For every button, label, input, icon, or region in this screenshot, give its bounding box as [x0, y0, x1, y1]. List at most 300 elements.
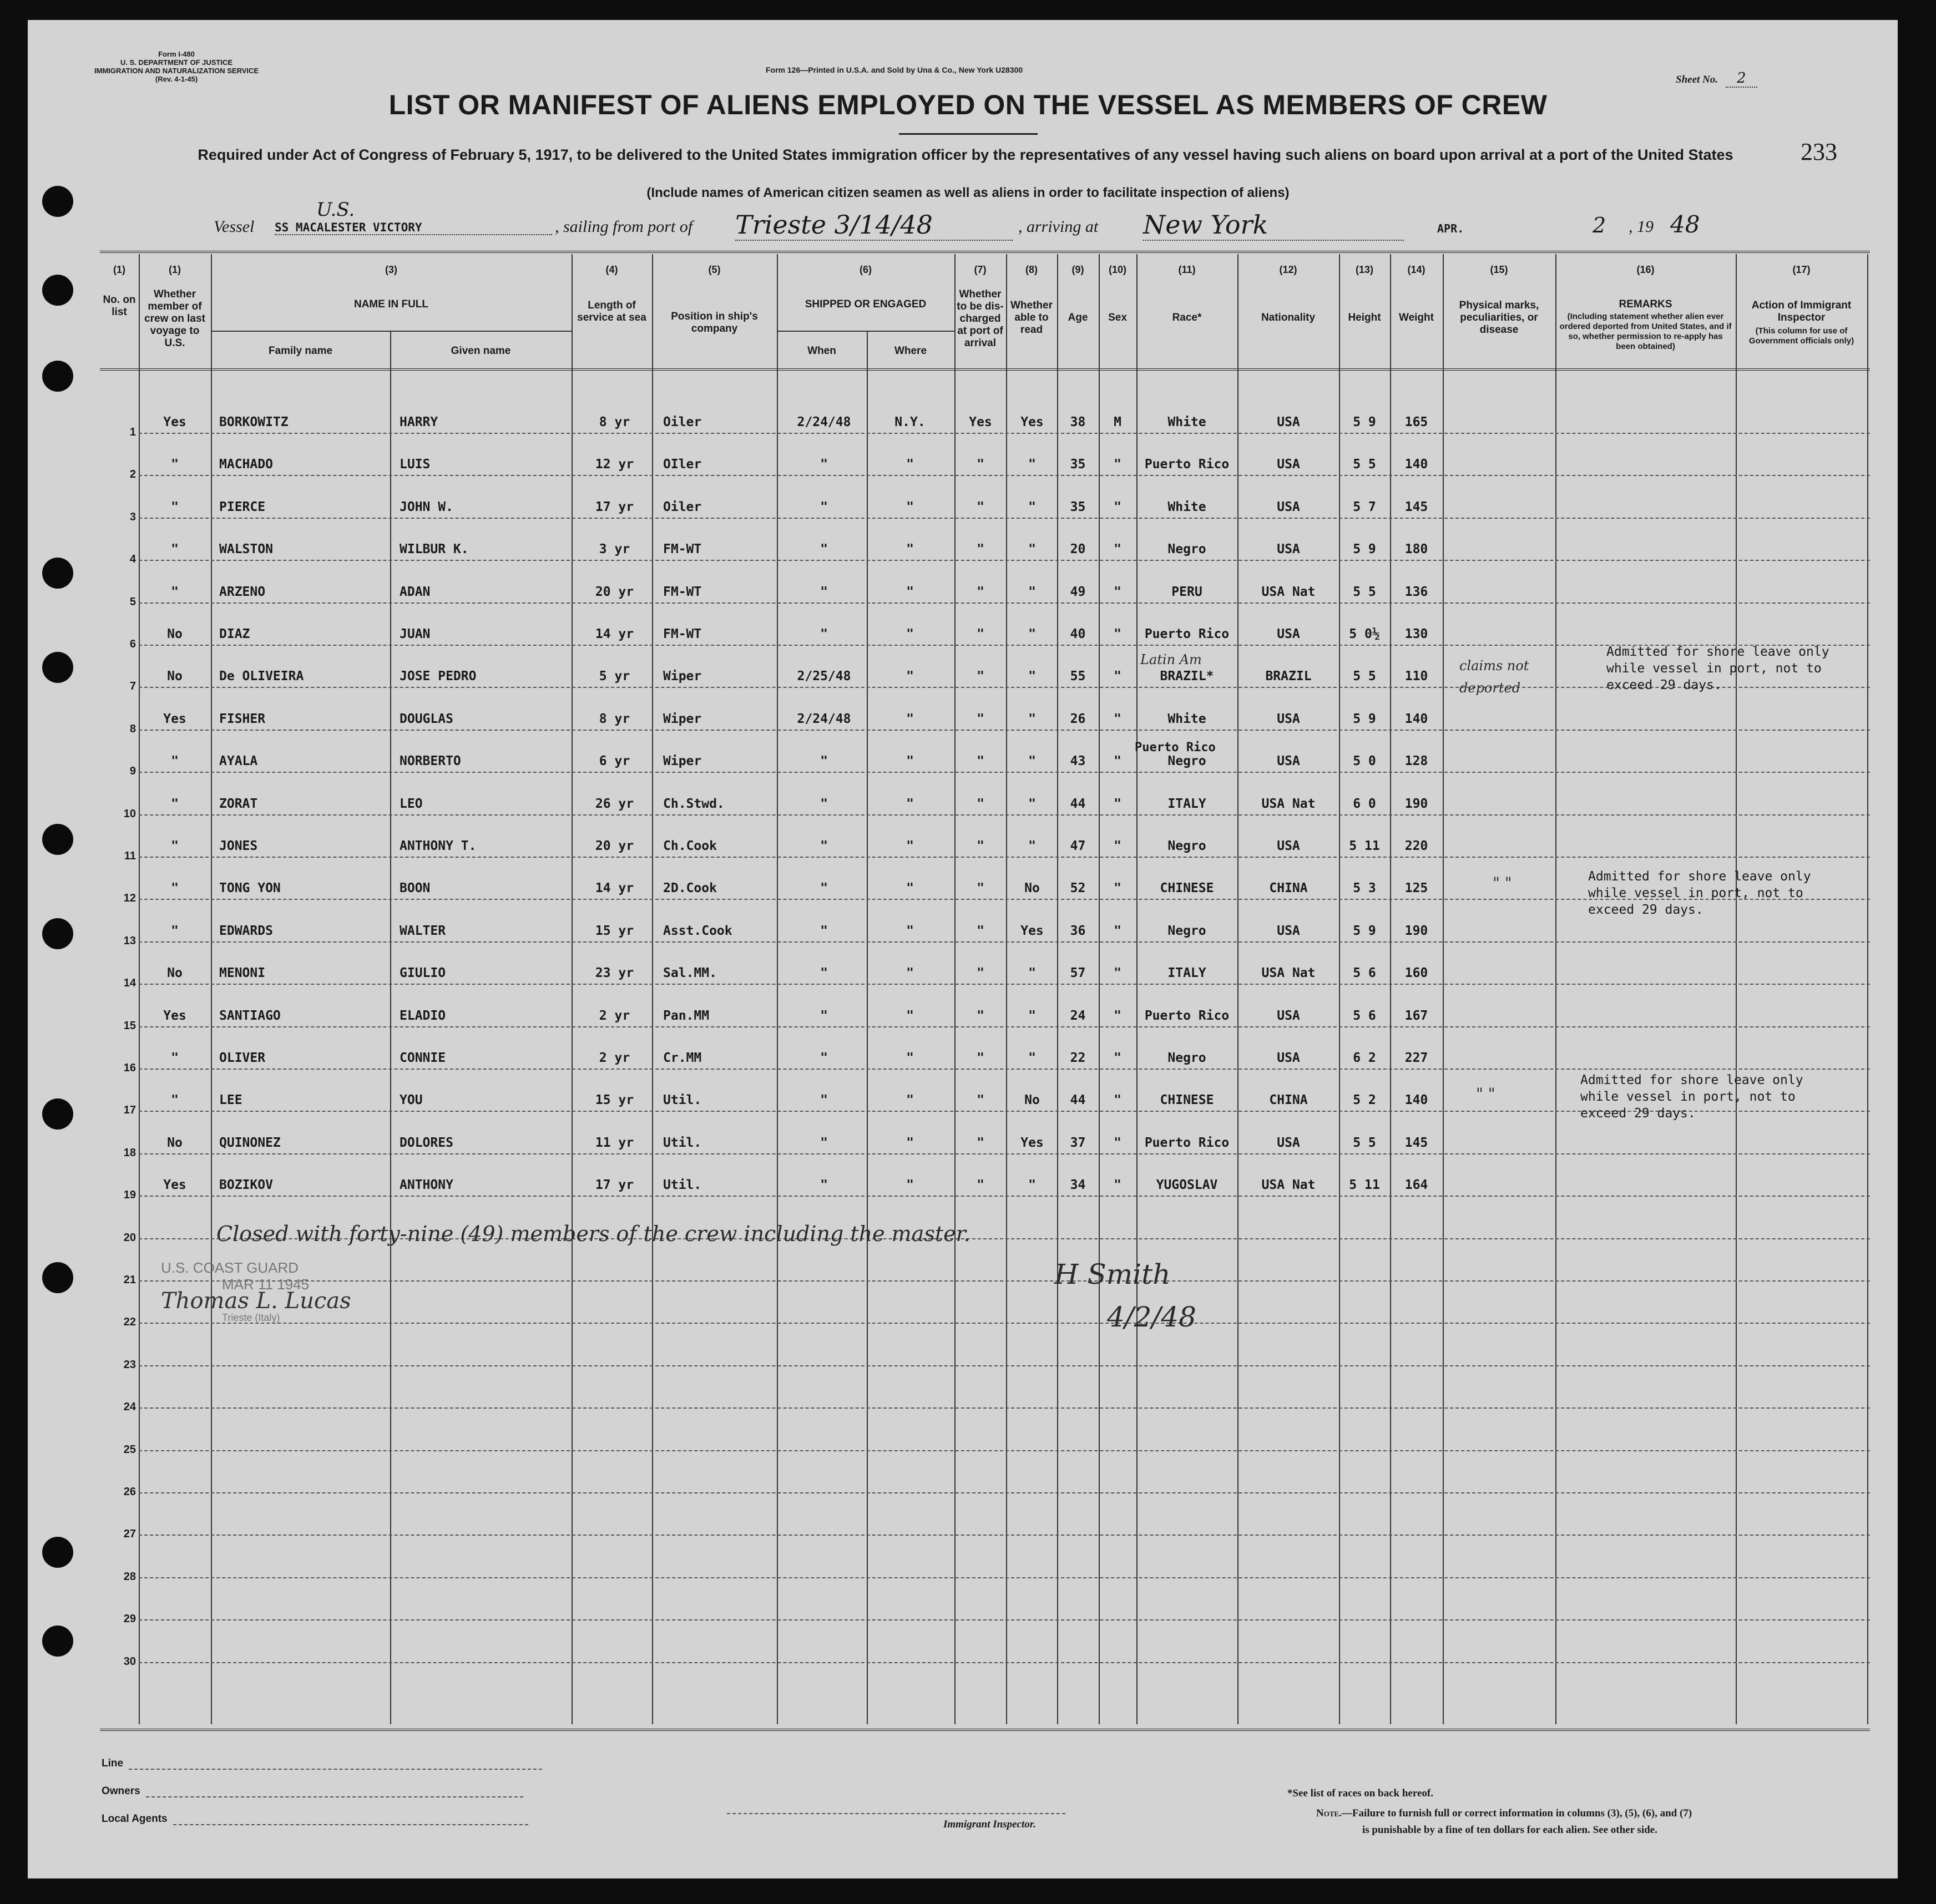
cell-disch: " — [977, 627, 984, 641]
cell-family: BOZIKOV — [219, 1178, 273, 1193]
row-rule — [139, 518, 1870, 519]
cell-read: " — [1028, 1051, 1036, 1065]
row-number: 1 — [129, 426, 136, 438]
cell-family: AYALA — [219, 754, 258, 769]
cell-read: " — [1028, 839, 1036, 853]
cell-family: BORKOWITZ — [219, 415, 289, 429]
cell-age: 24 — [1070, 1008, 1086, 1023]
cell-read: " — [1028, 796, 1036, 811]
cell-nat: CHINA — [1269, 1093, 1308, 1108]
cell-read: Yes — [1020, 923, 1044, 938]
cell-where: " — [906, 499, 914, 514]
cell-family: MACHADO — [219, 457, 273, 472]
cell-position: Pan.MM — [663, 1008, 710, 1023]
cell-sex: " — [1114, 1051, 1121, 1065]
physical-annotation-row17: " " — [1476, 1085, 1495, 1103]
row-rule — [139, 941, 1870, 943]
cell-position: Oiler — [663, 499, 702, 514]
cell-prev: " — [171, 499, 179, 514]
cell-family: JONES — [219, 839, 258, 853]
cell-weight: 190 — [1404, 796, 1428, 811]
row-number: 16 — [123, 1062, 136, 1074]
cell-prev: Yes — [163, 1008, 186, 1023]
row-rule — [139, 984, 1870, 985]
cell-disch: " — [977, 796, 984, 811]
footer-line — [102, 1758, 542, 1770]
cell-sex: " — [1114, 584, 1121, 599]
cell-service: 2 yr — [599, 1008, 630, 1023]
physical-annotation-row12: " " — [1493, 874, 1512, 892]
cell-weight: 180 — [1404, 542, 1428, 557]
cell-position: 2D.Cook — [663, 881, 717, 896]
cell-sex: M — [1114, 415, 1121, 429]
cell-nat: BRAZIL — [1265, 669, 1312, 684]
cell-service: 6 yr — [599, 754, 630, 769]
cell-where: " — [906, 711, 914, 726]
cell-race: White — [1167, 711, 1206, 726]
row-rule — [139, 1662, 1870, 1663]
cell-weight: 145 — [1404, 499, 1428, 514]
cell-prev: " — [171, 796, 179, 811]
cell-prev: Yes — [163, 415, 186, 429]
header-height: Height — [1348, 312, 1381, 323]
cell-race: PERU — [1171, 584, 1202, 599]
cell-sex: " — [1114, 457, 1121, 472]
col-num-14: (14) — [1407, 264, 1426, 275]
cell-given: WILBUR K. — [400, 542, 469, 557]
cell-weight: 190 — [1404, 923, 1428, 938]
cell-where: " — [906, 1051, 914, 1065]
cell-prev: No — [167, 627, 183, 641]
name-subheader-line — [211, 331, 572, 332]
row-number: 11 — [124, 850, 136, 862]
cell-nat: USA — [1277, 1008, 1300, 1023]
cell-nat: USA Nat — [1261, 584, 1316, 599]
cell-position: Ch.Cook — [663, 839, 717, 853]
cell-family: ARZENO — [219, 584, 266, 599]
cell-service: 14 yr — [595, 881, 634, 896]
row-number: 5 — [129, 595, 136, 608]
year-prefix: , 19 — [1629, 217, 1654, 236]
cell-given: DOUGLAS — [400, 711, 453, 726]
cell-position: Ch.Stwd. — [663, 796, 725, 811]
cell-given: ADAN — [400, 584, 431, 599]
row-number: 14 — [123, 977, 136, 990]
header-given-name: Given name — [451, 345, 511, 357]
row-number: 2 — [129, 468, 136, 481]
header-no-on-list: No. on list — [103, 294, 136, 318]
header-race: Race* — [1172, 312, 1202, 323]
cell-age: 57 — [1070, 966, 1086, 981]
cell-prev: " — [171, 584, 179, 599]
cell-race: Negro — [1167, 542, 1206, 557]
cell-service: 17 yr — [595, 499, 634, 514]
footer-line-blank — [129, 1769, 542, 1770]
row-number: 18 — [123, 1146, 136, 1159]
header-prev-voyage: Whether member of crew on last voyage to U.S. — [144, 288, 205, 349]
cell-race: Negro — [1167, 923, 1206, 938]
cell-weight: 136 — [1404, 584, 1428, 599]
row-number: 12 — [123, 892, 136, 905]
cell-where: " — [906, 754, 914, 769]
cell-weight: 140 — [1404, 711, 1428, 726]
printer-line: Form 126—Printed in U.S.A. and Sold by Una & Co., New York U28300 — [766, 65, 1023, 74]
cell-disch: " — [977, 457, 984, 472]
col-num-16: (16) — [1636, 264, 1655, 275]
row-rule — [139, 1492, 1870, 1493]
col-num-12: (12) — [1279, 264, 1297, 275]
cell-disch: " — [977, 711, 984, 726]
punch-hole — [42, 1098, 73, 1130]
cell-race: CHINESE — [1160, 1093, 1214, 1108]
cell-when: " — [820, 881, 828, 896]
col-num-8: (8) — [1025, 264, 1038, 275]
row-rule — [139, 772, 1870, 773]
cell-race: Puerto Rico — [1144, 1008, 1230, 1023]
note-text: —Failure to furnish full or correct information in columns (3), (5), (6), and (7) — [1341, 1807, 1692, 1819]
cell-position: Wiper — [663, 669, 702, 684]
row-number: 20 — [123, 1231, 136, 1244]
cell-sex: " — [1114, 796, 1121, 811]
cell-when: 2/24/48 — [797, 415, 851, 429]
cell-disch: " — [977, 1093, 984, 1108]
cell-race: Negro — [1167, 754, 1206, 769]
cell-weight: 110 — [1404, 669, 1428, 684]
header-remarks-sub: (Including statement whether alien ever ordered deported from United States, and if so, whether permission to re-apply has been obtained) — [1559, 312, 1732, 351]
col-num-13: (13) — [1355, 264, 1373, 275]
col-num-15: (15) — [1490, 264, 1508, 275]
cell-position: FM-WT — [663, 542, 702, 557]
remark-row7: Admitted for shore leave only while vessel in port, not to exceed 29 days. — [1606, 645, 1829, 692]
cell-age: 38 — [1070, 415, 1086, 429]
row-number: 27 — [123, 1528, 136, 1541]
row-number: 23 — [123, 1358, 136, 1371]
row-rule — [139, 1196, 1870, 1197]
cell-disch: " — [977, 584, 984, 599]
cell-nat: USA — [1277, 627, 1300, 641]
remark-row12: Admitted for shore leave only while vessel in port, not to exceed 29 days. — [1588, 869, 1811, 917]
row-number: 21 — [123, 1274, 136, 1286]
cell-sex: " — [1114, 754, 1121, 769]
punch-hole — [42, 918, 73, 949]
footer-owners-blank — [146, 1796, 523, 1797]
cell-family: SANTIAGO — [219, 1008, 281, 1023]
cell-age: 34 — [1070, 1178, 1086, 1193]
cell-family: De OLIVEIRA — [219, 669, 304, 684]
row-number: 13 — [123, 934, 136, 947]
cell-position: Sal.MM. — [663, 966, 717, 981]
cell-when: 2/25/48 — [797, 669, 851, 684]
cell-service: 3 yr — [599, 542, 630, 557]
cell-age: 20 — [1070, 542, 1086, 557]
cell-when: " — [820, 839, 828, 853]
cell-weight: 227 — [1404, 1051, 1428, 1065]
sheet-label: Sheet No. — [1676, 74, 1718, 85]
cell-service: 15 yr — [595, 923, 634, 938]
header-family-name: Family name — [268, 345, 333, 357]
cell-weight: 220 — [1404, 839, 1428, 853]
cell-race: ITALY — [1167, 796, 1206, 811]
cell-sex: " — [1114, 499, 1121, 514]
cell-nat: CHINA — [1269, 881, 1308, 896]
note-label: Note. — [1316, 1807, 1342, 1819]
vessel-name: SS MACALESTER VICTORY — [275, 221, 552, 235]
row-rule — [139, 1407, 1870, 1409]
cell-service: 26 yr — [595, 796, 634, 811]
col-num-1: (1) — [169, 264, 181, 275]
cell-disch: " — [977, 1135, 984, 1150]
cell-height: 5 5 — [1353, 1135, 1376, 1150]
cell-where: " — [906, 1178, 914, 1193]
sheet-value: 2 — [1726, 70, 1757, 88]
cell-race: White — [1167, 415, 1206, 429]
cell-nat: USA — [1277, 415, 1300, 429]
document-title: LIST OR MANIFEST OF ALIENS EMPLOYED ON THE VESSEL AS MEMBERS OF CREW — [388, 89, 1548, 120]
cell-family: MENONI — [219, 966, 266, 981]
col-num-17: (17) — [1792, 264, 1811, 275]
cell-height: 5 6 — [1353, 966, 1376, 981]
cell-given: YOU — [400, 1093, 423, 1108]
cell-prev: No — [167, 966, 183, 981]
cell-weight: 125 — [1404, 881, 1428, 896]
col-num-3: (3) — [385, 264, 397, 275]
cell-weight: 167 — [1404, 1008, 1428, 1023]
cell-when: " — [820, 1093, 828, 1108]
cell-family: QUINONEZ — [219, 1135, 281, 1150]
cell-where: N.Y. — [894, 415, 926, 429]
header-shipped-engaged: SHIPPED OR ENGAGED — [805, 298, 927, 310]
cell-where: " — [906, 669, 914, 684]
cell-height: 5 7 — [1353, 499, 1376, 514]
cell-weight: 140 — [1404, 1093, 1428, 1108]
header-name-in-full: NAME IN FULL — [353, 298, 429, 310]
cell-service: 2 yr — [599, 1051, 630, 1065]
cell-service: 5 yr — [599, 669, 630, 684]
cell-disch: " — [977, 1051, 984, 1065]
cell-age: 49 — [1070, 584, 1086, 599]
cell-sex: " — [1114, 1008, 1121, 1023]
cell-age: 36 — [1070, 923, 1086, 938]
cell-nat: USA — [1277, 499, 1300, 514]
header-able-to-read: Whether able to read — [1010, 300, 1053, 336]
cell-when: " — [820, 627, 828, 641]
cell-where: " — [906, 881, 914, 896]
closing-signature: H Smith — [1054, 1258, 1171, 1290]
cell-position: Util. — [663, 1135, 702, 1150]
cell-where: " — [906, 1093, 914, 1108]
revision: (Rev. 4-1-45) — [155, 75, 198, 83]
cell-when: " — [820, 1178, 828, 1193]
cell-when: " — [820, 923, 828, 938]
cell-prev: No — [167, 1135, 183, 1150]
row-rule — [139, 1026, 1870, 1027]
vessel-label: Vessel — [214, 217, 255, 236]
cell-race: Puerto Rico — [1144, 1135, 1230, 1150]
header-sex: Sex — [1108, 312, 1127, 323]
row-rule — [139, 1619, 1870, 1621]
cell-height: 5 2 — [1353, 1093, 1376, 1108]
cell-service: 20 yr — [595, 584, 634, 599]
closing-note: Closed with forty-nine (49) members of the crew including the master. — [216, 1222, 970, 1246]
row-number: 10 — [123, 807, 136, 820]
column-divider — [390, 332, 391, 1724]
row-rule — [139, 1535, 1870, 1536]
inspector-label: Immigrant Inspector. — [943, 1819, 1036, 1830]
service: IMMIGRATION AND NATURALIZATION SERVICE — [94, 67, 259, 75]
cell-age: 44 — [1070, 1093, 1086, 1108]
cell-weight: 130 — [1404, 627, 1428, 641]
cell-prev: No — [167, 669, 183, 684]
punch-hole — [42, 1626, 73, 1657]
cell-given: ELADIO — [400, 1008, 446, 1023]
cell-race: ITALY — [1167, 966, 1206, 981]
cell-family: EDWARDS — [219, 923, 273, 938]
cell-age: 22 — [1070, 1051, 1086, 1065]
cell-position: Wiper — [663, 754, 702, 769]
cell-nat: USA — [1277, 1051, 1300, 1065]
cell-nat: USA — [1277, 711, 1300, 726]
vessel-annotation: U.S. — [316, 199, 355, 221]
cell-height: 5 11 — [1349, 1178, 1380, 1193]
punch-hole — [42, 275, 73, 306]
cell-age: 43 — [1070, 754, 1086, 769]
cell-when: " — [820, 796, 828, 811]
cell-prev: " — [171, 881, 179, 896]
punch-hole — [42, 824, 73, 855]
cell-disch: " — [977, 754, 984, 769]
cell-given: NORBERTO — [400, 754, 461, 769]
arrival-month: APR. — [1437, 222, 1464, 235]
cell-service: 20 yr — [595, 839, 634, 853]
header-divider — [100, 368, 1870, 371]
cell-prev: " — [171, 754, 179, 769]
row-number: 22 — [123, 1316, 136, 1329]
cell-where: " — [906, 542, 914, 557]
footer-owners-label: Owners — [102, 1785, 140, 1797]
row-number: 25 — [123, 1443, 136, 1456]
department: U. S. DEPARTMENT OF JUSTICE — [120, 58, 233, 67]
cell-service: 8 yr — [599, 415, 630, 429]
cell-given: WALTER — [400, 923, 446, 938]
cell-given: ANTHONY T. — [400, 839, 477, 853]
cell-where: " — [906, 966, 914, 981]
cell-position: Util. — [663, 1093, 702, 1108]
cell-height: 5 9 — [1353, 542, 1376, 557]
cell-sex: " — [1114, 966, 1121, 981]
header-age: Age — [1068, 312, 1088, 323]
cell-height: 5 5 — [1353, 584, 1376, 599]
header-remarks: REMARKS — [1619, 298, 1672, 310]
cell-sex: " — [1114, 1178, 1121, 1193]
row-rule — [139, 1153, 1870, 1154]
cell-given: GIULIO — [400, 966, 446, 981]
cell-read: No — [1024, 881, 1040, 896]
cell-family: ZORAT — [219, 796, 258, 811]
stamp-number: 233 — [1801, 138, 1837, 165]
punch-hole — [42, 558, 73, 589]
cell-disch: " — [977, 669, 984, 684]
cell-when: " — [820, 499, 828, 514]
cell-when: " — [820, 1008, 828, 1023]
row-rule — [139, 1280, 1870, 1282]
row-rule — [139, 1323, 1870, 1324]
cell-read: " — [1028, 627, 1036, 641]
cell-disch: " — [977, 1008, 984, 1023]
cell-height: 5 11 — [1349, 839, 1380, 853]
row-rule — [139, 1577, 1870, 1578]
cell-age: 55 — [1070, 669, 1086, 684]
cell-sex: " — [1114, 923, 1121, 938]
stamp-line-3: Trieste (Italy) — [222, 1312, 280, 1323]
cell-when: " — [820, 542, 828, 557]
cell-weight: 128 — [1404, 754, 1428, 769]
cell-family: LEE — [219, 1093, 242, 1108]
punch-hole — [42, 1262, 73, 1293]
cell-position: OIler — [663, 457, 702, 472]
cell-prev: " — [171, 457, 179, 472]
races-note: *See list of races on back hereof. — [1287, 1787, 1433, 1799]
row-rule — [139, 475, 1870, 476]
cell-read: " — [1028, 966, 1036, 981]
shipped-subheader-line — [777, 331, 954, 332]
punch-hole — [42, 1537, 73, 1568]
cell-nat: USA Nat — [1261, 966, 1316, 981]
race-annotation-row9: Puerto Rico — [1135, 741, 1216, 754]
cell-prev: Yes — [163, 1178, 186, 1193]
stamp-line-2: MAR 11 1945 — [222, 1276, 310, 1293]
cell-prev: " — [171, 1093, 179, 1108]
cell-service: 8 yr — [599, 711, 630, 726]
cell-age: 35 — [1070, 457, 1086, 472]
cell-disch: Yes — [969, 415, 992, 429]
cell-when: " — [820, 1051, 828, 1065]
cell-prev: " — [171, 923, 179, 938]
header-where: Where — [894, 345, 927, 357]
cell-read: " — [1028, 499, 1036, 514]
cell-race: Puerto Rico — [1144, 627, 1230, 641]
cell-height: 5 9 — [1353, 711, 1376, 726]
cell-read: " — [1028, 457, 1036, 472]
cell-sex: " — [1114, 711, 1121, 726]
row-number: 6 — [129, 638, 136, 650]
cell-sex: " — [1114, 1135, 1121, 1150]
cell-sex: " — [1114, 881, 1121, 896]
cell-given: JUAN — [400, 627, 431, 641]
requirement-text: Required under Act of Congress of February 5, 1917, to be delivered to the United States immigration officer by the representatives of any vessel having such aliens on board upon arrival at a port of the United States — [198, 146, 1733, 163]
row-rule — [139, 560, 1870, 561]
cell-disch: " — [977, 1178, 984, 1193]
cell-read: " — [1028, 669, 1036, 684]
cell-age: 35 — [1070, 499, 1086, 514]
footer-agents-label: Local Agents — [102, 1813, 168, 1825]
row-number: 9 — [129, 765, 136, 778]
cell-service: 15 yr — [595, 1093, 634, 1108]
row-number: 30 — [123, 1655, 136, 1668]
cell-nat: USA Nat — [1261, 1178, 1316, 1193]
cell-when: " — [820, 966, 828, 981]
cell-where: " — [906, 457, 914, 472]
row-number: 26 — [123, 1486, 136, 1498]
cell-disch: " — [977, 542, 984, 557]
cell-given: JOSE PEDRO — [400, 669, 477, 684]
cell-nat: USA — [1277, 923, 1300, 938]
row-rule — [139, 730, 1870, 731]
cell-height: 5 9 — [1353, 923, 1376, 938]
row-number: 19 — [123, 1189, 136, 1202]
col-num-1b: (1) — [113, 264, 125, 275]
footer-owners — [102, 1785, 523, 1797]
cell-family: TONG YON — [219, 881, 281, 896]
